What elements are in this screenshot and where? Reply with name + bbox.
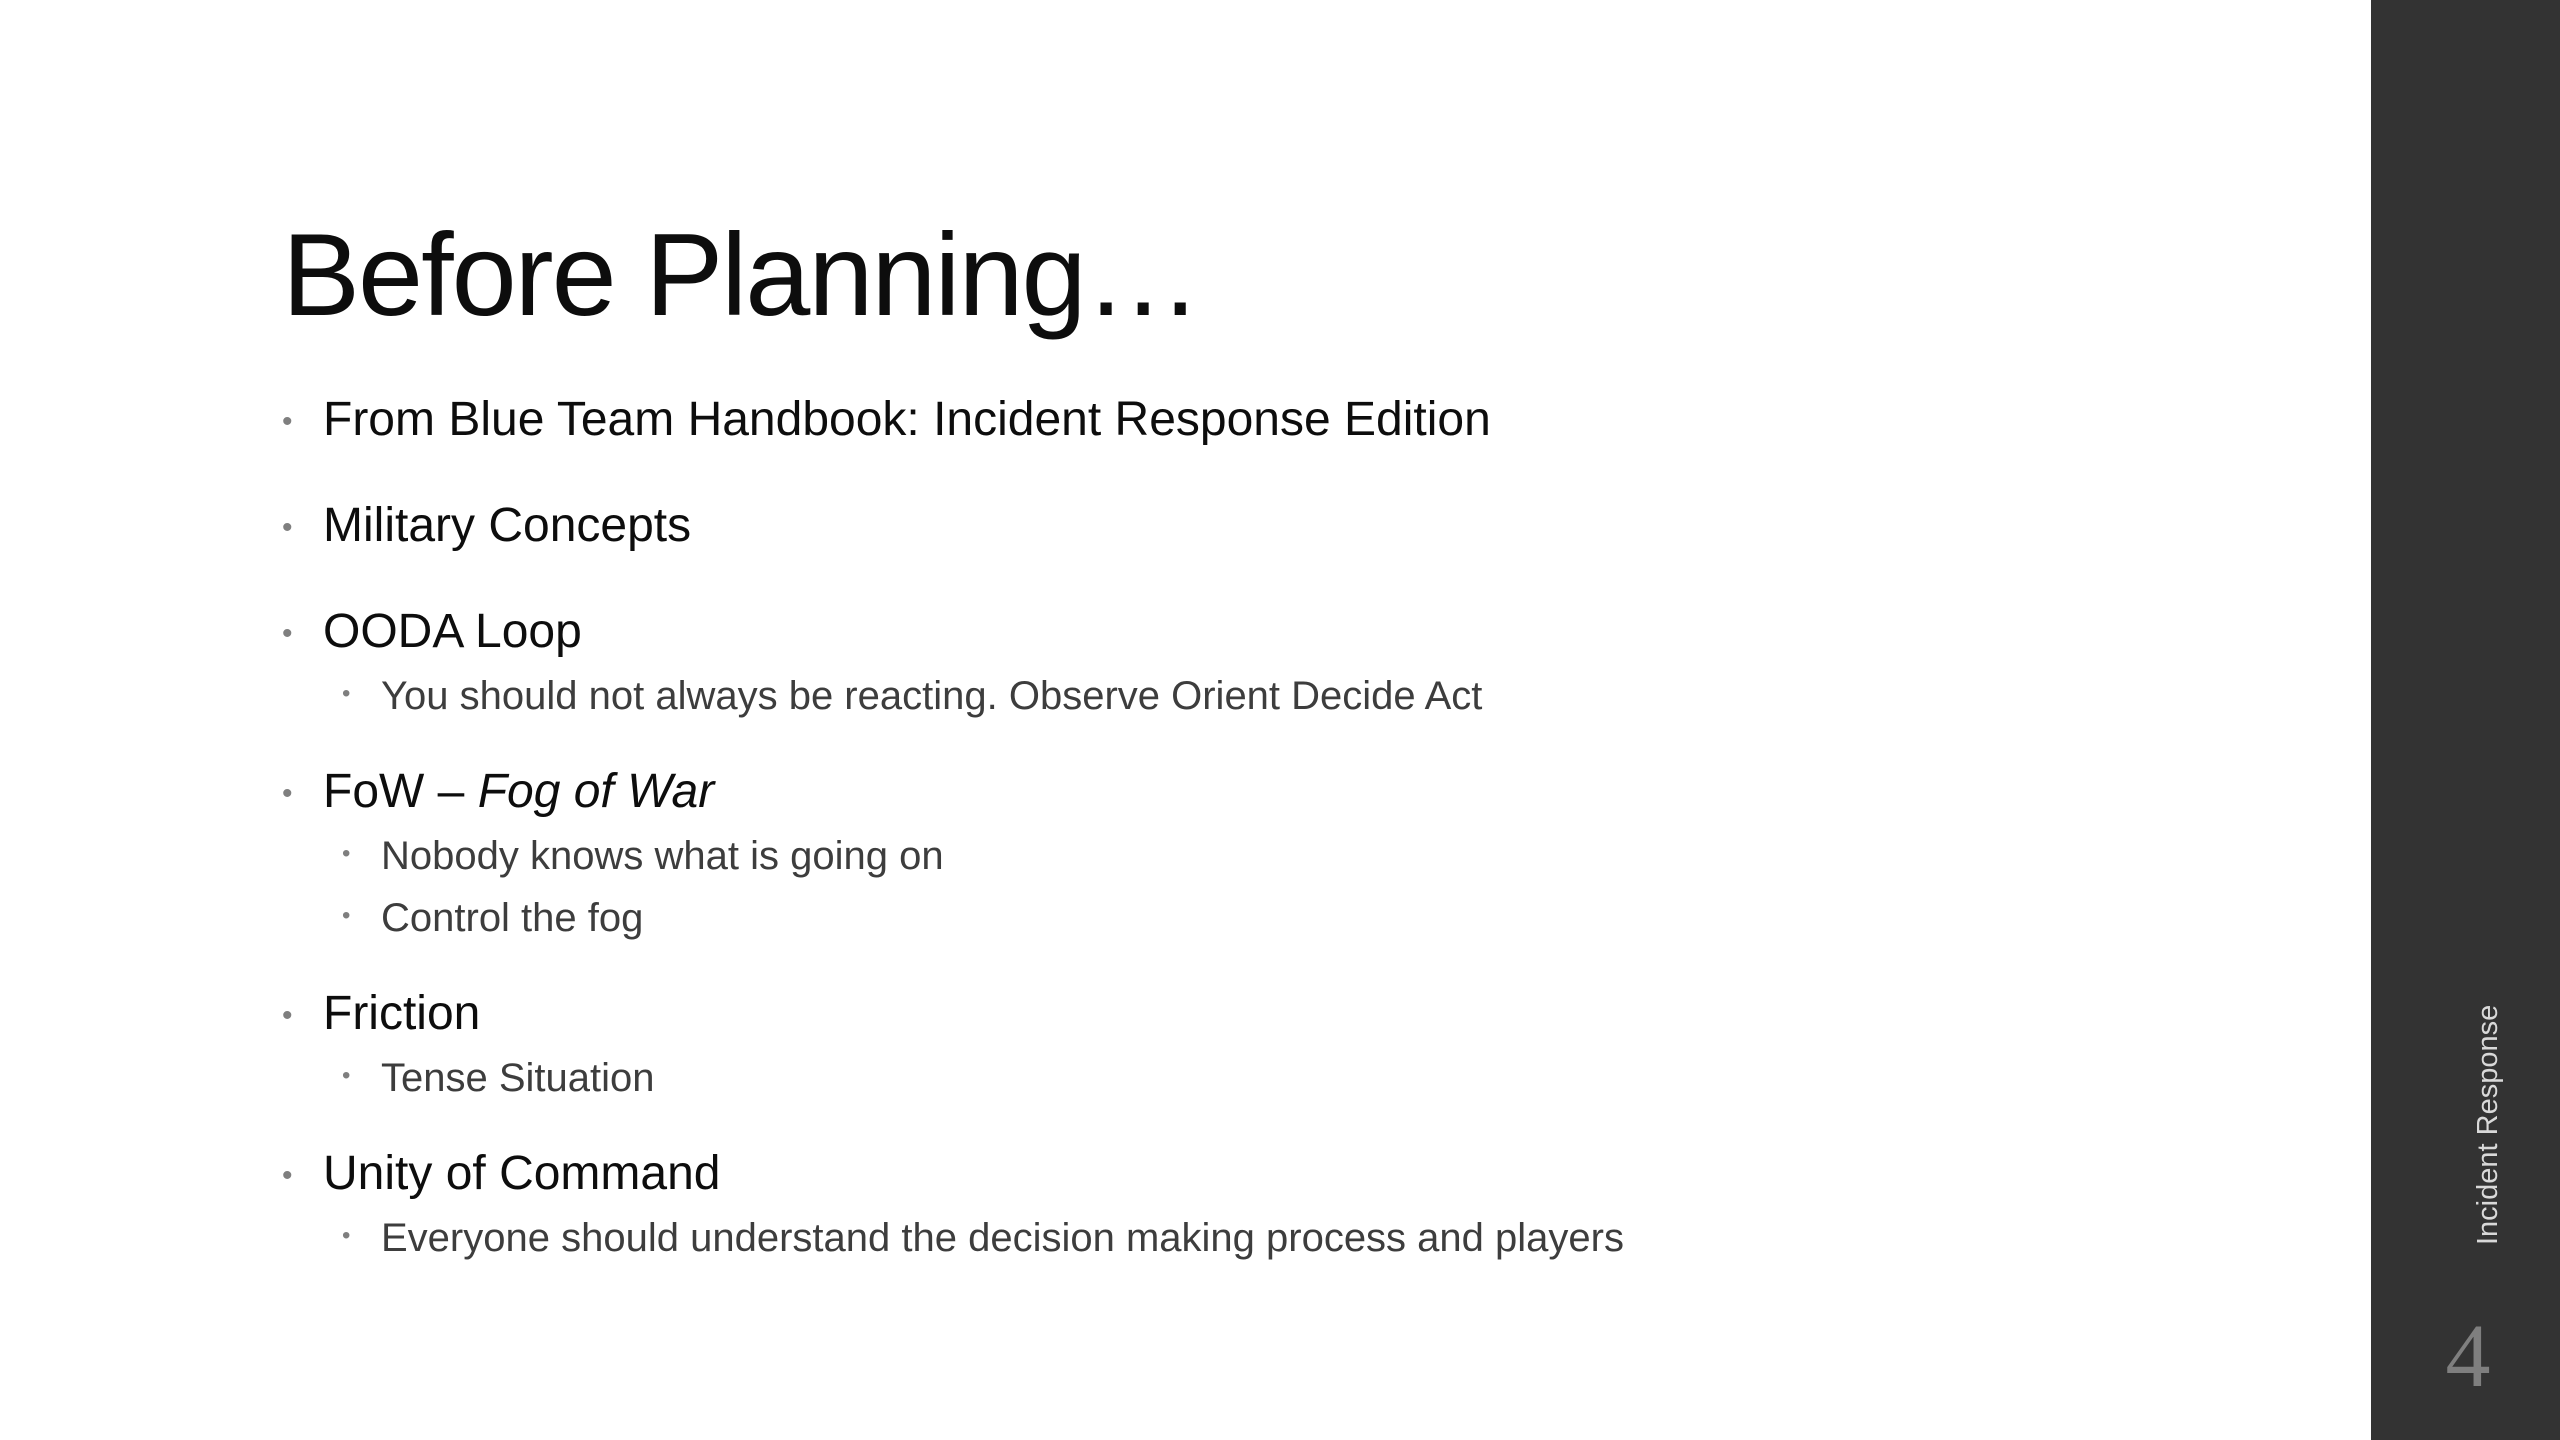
bullet-text: OODA Loop [323, 605, 582, 658]
bullet-level-1 [282, 1138, 2242, 1210]
bullet-text: Unity of Command [323, 1147, 721, 1200]
bullet-text-prefix: FoW – [323, 765, 478, 818]
list-item [282, 978, 2242, 1112]
sub-bullet-dot-icon: • [342, 902, 351, 929]
sub-bullet-dot-icon: • [342, 680, 351, 707]
bullet-level-1 [282, 978, 2242, 1050]
sub-bullet-text: Control the fog [381, 896, 644, 940]
bullet-dot-icon: • [282, 777, 293, 810]
bullet-level-2 [282, 890, 2242, 952]
sub-bullet-text: Nobody knows what is going on [381, 834, 944, 878]
list-item [282, 756, 2242, 952]
bullet-level-2 [282, 1210, 2242, 1272]
sub-bullet-dot-icon: • [342, 840, 351, 867]
list-item [282, 596, 2242, 730]
bullet-text: Friction [323, 987, 481, 1040]
sub-bullet-text: Tense Situation [381, 1056, 655, 1100]
sub-bullet-dot-icon: • [342, 1062, 351, 1089]
bullet-level-1 [282, 596, 2242, 668]
sidebar-section-label: Incident Response [2472, 1004, 2504, 1245]
list-item [282, 384, 2242, 456]
bullet-level-1 [282, 384, 2242, 456]
list-item [282, 1138, 2242, 1272]
bullet-text-italic: Fog of War [477, 765, 715, 818]
slide-title: Before Planning… [282, 209, 1200, 340]
bullet-level-1 [282, 490, 2242, 562]
page-number: 4 [2445, 1307, 2491, 1406]
bullet-text: Military Concepts [323, 499, 692, 552]
bullet-text: From Blue Team Handbook: Incident Response Edition [323, 393, 1491, 446]
bullet-dot-icon: • [282, 1159, 293, 1192]
bullet-level-1 [282, 756, 2242, 828]
sidebar-panel [2371, 0, 2560, 1440]
bullet-level-2 [282, 1050, 2242, 1112]
bullet-level-2 [282, 668, 2242, 730]
bullet-dot-icon: • [282, 617, 293, 650]
bullet-dot-icon: • [282, 511, 293, 544]
bullet-dot-icon: • [282, 999, 293, 1032]
sub-bullet-dot-icon: • [342, 1222, 351, 1249]
sub-bullet-text: Everyone should understand the decision making process and players [381, 1216, 1624, 1260]
bullet-level-2 [282, 828, 2242, 890]
bullet-list [282, 384, 2242, 1272]
list-item [282, 490, 2242, 562]
bullet-dot-icon: • [282, 405, 293, 438]
sub-bullet-text: You should not always be reacting. Observe Orient Decide Act [381, 674, 1483, 718]
